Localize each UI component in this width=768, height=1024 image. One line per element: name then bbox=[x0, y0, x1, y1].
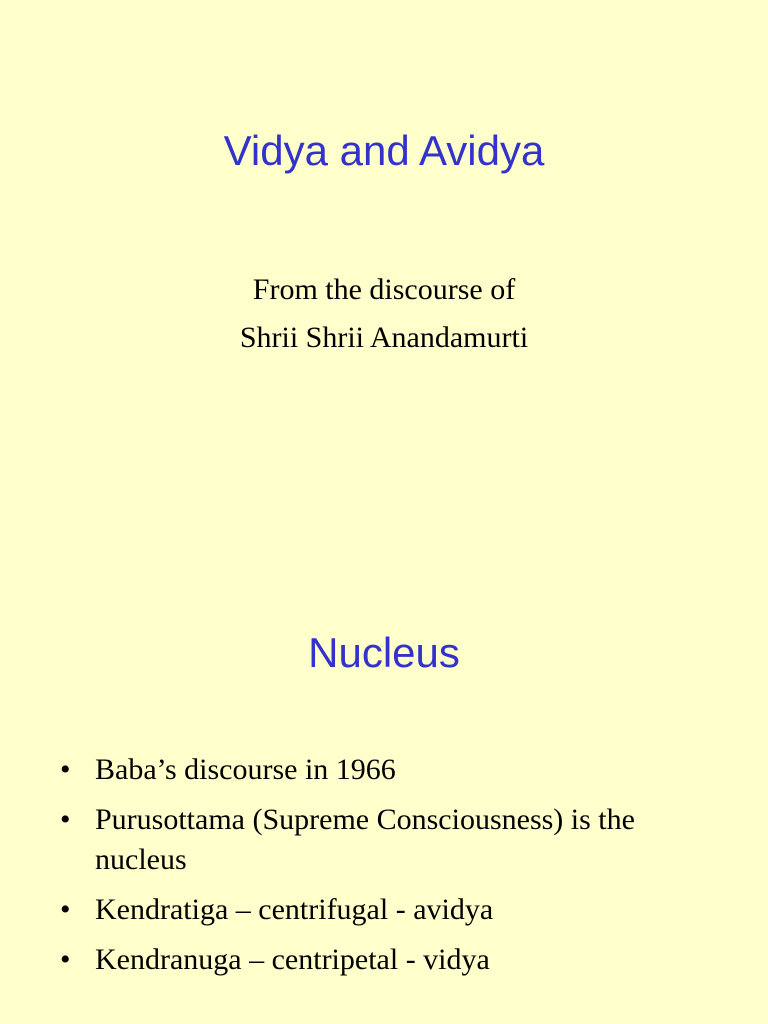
bullet-icon: • bbox=[60, 893, 71, 926]
bullet-text: Kendratiga – centrifugal - avidya bbox=[95, 893, 494, 926]
slide-nucleus-heading: Nucleus bbox=[308, 629, 460, 676]
bullet-icon: • bbox=[60, 753, 71, 786]
slide-nucleus bbox=[0, 512, 768, 1024]
list-item bbox=[60, 890, 700, 930]
bullet-text: Kendranuga – centripetal - vidya bbox=[95, 943, 490, 976]
bullet-icon: • bbox=[60, 803, 71, 836]
slide-title-heading: Vidya and Avidya bbox=[223, 127, 545, 174]
list-item bbox=[60, 940, 700, 980]
bullet-icon: • bbox=[60, 943, 71, 976]
list-item bbox=[60, 800, 700, 880]
bullet-text: Baba’s discourse in 1966 bbox=[95, 753, 396, 786]
subtitle-line-2: Shrii Shrii Anandamurti bbox=[239, 321, 529, 354]
slide-subtitle bbox=[0, 266, 768, 362]
bullet-text: Purusottama (Supreme Consciousness) is the nucleus bbox=[95, 803, 635, 876]
bullet-list bbox=[60, 750, 700, 990]
list-item bbox=[60, 750, 700, 790]
subtitle-line-1: From the discourse of bbox=[252, 273, 516, 306]
